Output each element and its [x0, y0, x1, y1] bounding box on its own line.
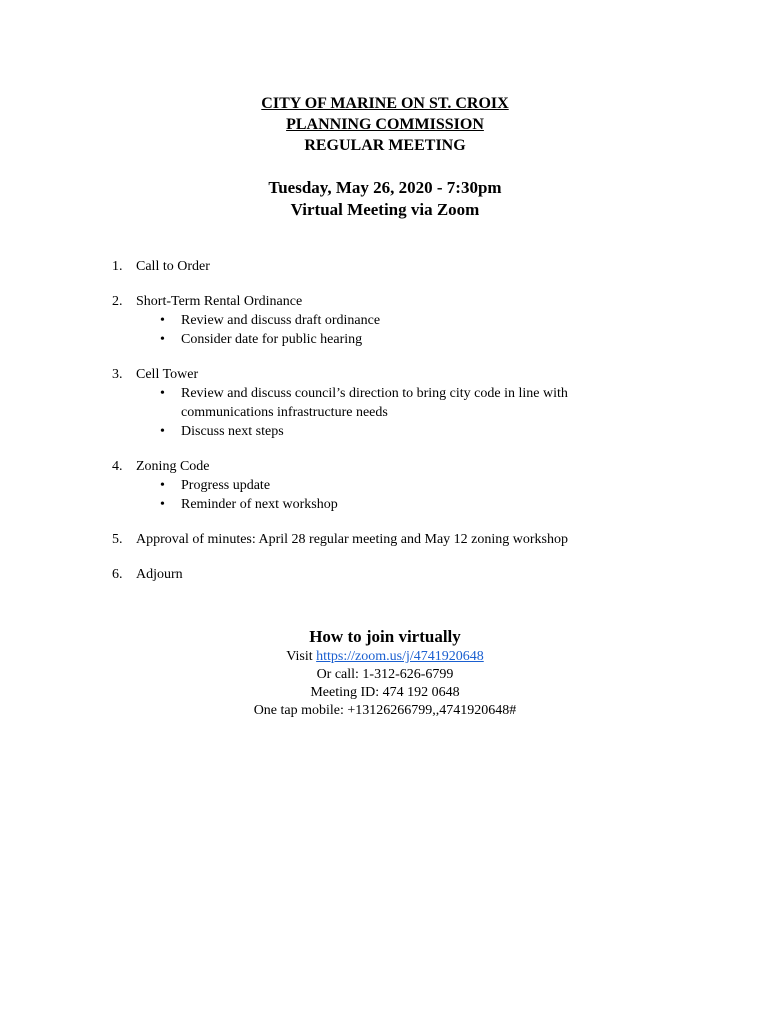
join-call-line: Or call: 1-312-626-6799: [316, 667, 454, 682]
join-one-tap: One tap mobile: +13126266799,,4741920648#: [253, 703, 517, 718]
agenda-item-label: Zoning Code: [136, 459, 210, 474]
join-title: How to join virtually: [309, 627, 461, 646]
agenda-subitem: [136, 422, 652, 441]
agenda-item-number: 5.: [112, 532, 123, 547]
agenda-subitems: [136, 384, 652, 441]
bullet-icon: •: [160, 386, 165, 401]
meeting-info: [0, 177, 770, 221]
agenda-item-number: 1.: [112, 259, 123, 274]
agenda-item: [112, 257, 652, 276]
agenda-subitems: [136, 311, 652, 349]
bullet-icon: •: [160, 332, 165, 347]
agenda-item-label: Adjourn: [136, 567, 183, 582]
join-meeting-id: Meeting ID: 474 192 0648: [310, 685, 460, 700]
meeting-date-time: Tuesday, May 26, 2020 - 7:30pm: [268, 178, 502, 197]
agenda-item-label: Approval of minutes: April 28 regular meeting and May 12 zoning workshop: [136, 532, 568, 547]
agenda-item-label: Call to Order: [136, 259, 210, 274]
bullet-icon: •: [160, 424, 165, 439]
agenda-item: [112, 457, 652, 514]
bullet-icon: •: [160, 478, 165, 493]
agenda-subitem: [136, 384, 652, 422]
agenda-subitem: [136, 495, 652, 514]
agenda-list: [112, 257, 652, 600]
agenda-item-label: Cell Tower: [136, 367, 199, 382]
agenda-item: [112, 530, 652, 549]
agenda-subitem: [136, 476, 652, 495]
agenda-subitems: [136, 476, 652, 514]
agenda-item-number: 2.: [112, 294, 123, 309]
agenda-item-number: 4.: [112, 459, 123, 474]
agenda-subitem-text: Review and discuss draft ordinance: [181, 313, 381, 328]
agenda-item: [112, 565, 652, 584]
zoom-link[interactable]: https://zoom.us/j/4741920648: [316, 649, 484, 664]
meeting-venue: Virtual Meeting via Zoom: [290, 200, 480, 219]
agenda-item: [112, 365, 652, 441]
agenda-item-number: 6.: [112, 567, 123, 582]
agenda-subitem-text: Consider date for public hearing: [181, 332, 363, 347]
agenda-subitem: [136, 311, 652, 330]
header-commission: PLANNING COMMISSION: [286, 116, 484, 133]
join-visit-prefix: Visit: [286, 649, 317, 664]
bullet-icon: •: [160, 497, 165, 512]
document-header: [0, 93, 770, 156]
header-city: CITY OF MARINE ON ST. CROIX: [261, 95, 509, 112]
agenda-subitem-text: Progress update: [181, 478, 271, 493]
agenda-subitem: [136, 330, 652, 349]
agenda-item-label: Short-Term Rental Ordinance: [136, 294, 303, 309]
agenda-subitem-text: Reminder of next workshop: [181, 497, 338, 512]
agenda-item-number: 3.: [112, 367, 123, 382]
join-visit-line: [0, 648, 770, 666]
header-meeting-type: REGULAR MEETING: [304, 137, 466, 154]
agenda-subitem-text: Discuss next steps: [181, 424, 284, 439]
agenda-subitem-text: Review and discuss council’s direction to bring city code in line with communications infrastructure needs: [181, 386, 568, 420]
bullet-icon: •: [160, 313, 165, 328]
join-info: [0, 626, 770, 720]
agenda-item: [112, 292, 652, 349]
